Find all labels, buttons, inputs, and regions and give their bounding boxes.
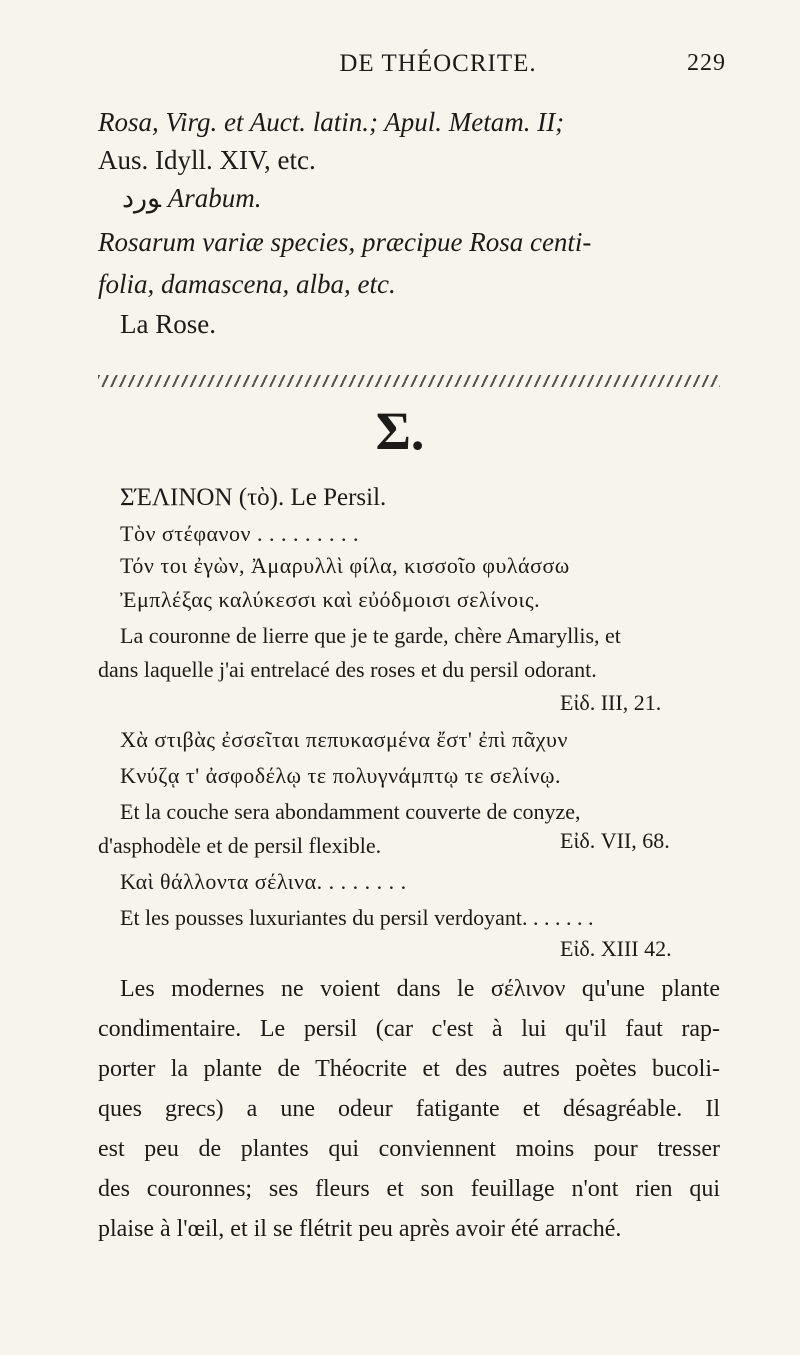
greek-line-2: Τόν τοι ἐγὼν, Ἀμαρυλλὶ φίλα, κισσοῖο φυλάσσω [120,553,570,578]
rosa-line-2: Aus. Idyll. XIV, etc. [98,145,316,175]
section-letter: Σ. [375,401,425,461]
paragraph-line-2: condimentaire. Le persil (car c'est à lui qu'il faut rap- [98,1016,720,1042]
page-number: 229 [687,50,726,76]
rosa-line-6: La Rose. [120,309,216,339]
rosa-line-3 [122,180,262,216]
greek-line-6: Καὶ θάλλοντα σέλινα. . . . . . . . [120,869,407,894]
arabum-label: Arabum. [167,183,262,213]
french-line-5: Et les pousses luxuriantes du persil verdoyant. . . . . . . [120,905,594,930]
arabic-word: ﻮﺭﺩ [122,183,162,213]
greek-line-3: Ἐμπλέξας καλύκεσσι καὶ εὐόδμοισι σελίνοις. [120,587,541,612]
running-title: DE THÉOCRITE. [339,50,537,77]
reference-2: Εἰδ. VII, 68. [560,828,670,853]
french-line-2: dans laquelle j'ai entrelacé des roses et du persil odorant. [98,657,597,682]
paragraph-line-6: des couronnes; ses fleurs et son feuillage n'ont rien qui [98,1176,720,1202]
greek-line-1: Τὸν στέφανον . . . . . . . . . [120,521,359,546]
ornamental-rule [98,375,720,387]
persil-heading [120,480,386,516]
paragraph-line-5: est peu de plantes qui conviennent moins pour tresser [98,1136,720,1162]
reference-1: Εἰδ. III, 21. [560,690,662,715]
persil-heading-greek: ΣΈΛΙΝΟΝ (τὸ). [120,484,285,511]
paragraph-line-7: plaise à l'œil, et il se flétrit peu après avoir été arraché. [98,1216,622,1242]
reference-3: Εἰδ. XIII 42. [560,936,672,961]
greek-line-5: Κνύζᾳ τ' ἀσφοδέλῳ τε πολυγνάμπτῳ τε σελίνῳ. [120,763,561,788]
french-line-1: La couronne de lierre que je te garde, chère Amaryllis, et [120,623,621,648]
rosa-line-4: Rosarum variæ species, præcipue Rosa centi- [98,227,592,257]
paragraph-line-1: Les modernes ne voient dans le σέλινον qu'une plante [120,976,720,1002]
rosa-line-5: folia, damascena, alba, etc. [98,269,396,299]
paragraph-line-3: porter la plante de Théocrite et des autres poètes bucoli- [98,1056,720,1082]
paragraph-line-4: ques grecs) a une odeur fatigante et désagréable. Il [98,1096,720,1122]
french-line-4: d'asphodèle et de persil flexible. [98,833,382,858]
french-line-3: Et la couche sera abondamment couverte de conyze, [120,799,581,824]
rosa-line-1: Rosa, Virg. et Auct. latin.; Apul. Metam. II; [98,107,565,137]
greek-line-4: Χὰ στιβὰς ἐσσεῖται πεπυκασμένα ἔστ' ἐπὶ πᾶχυν [120,727,568,752]
persil-heading-french: Le Persil. [290,484,387,511]
running-header [98,50,738,78]
